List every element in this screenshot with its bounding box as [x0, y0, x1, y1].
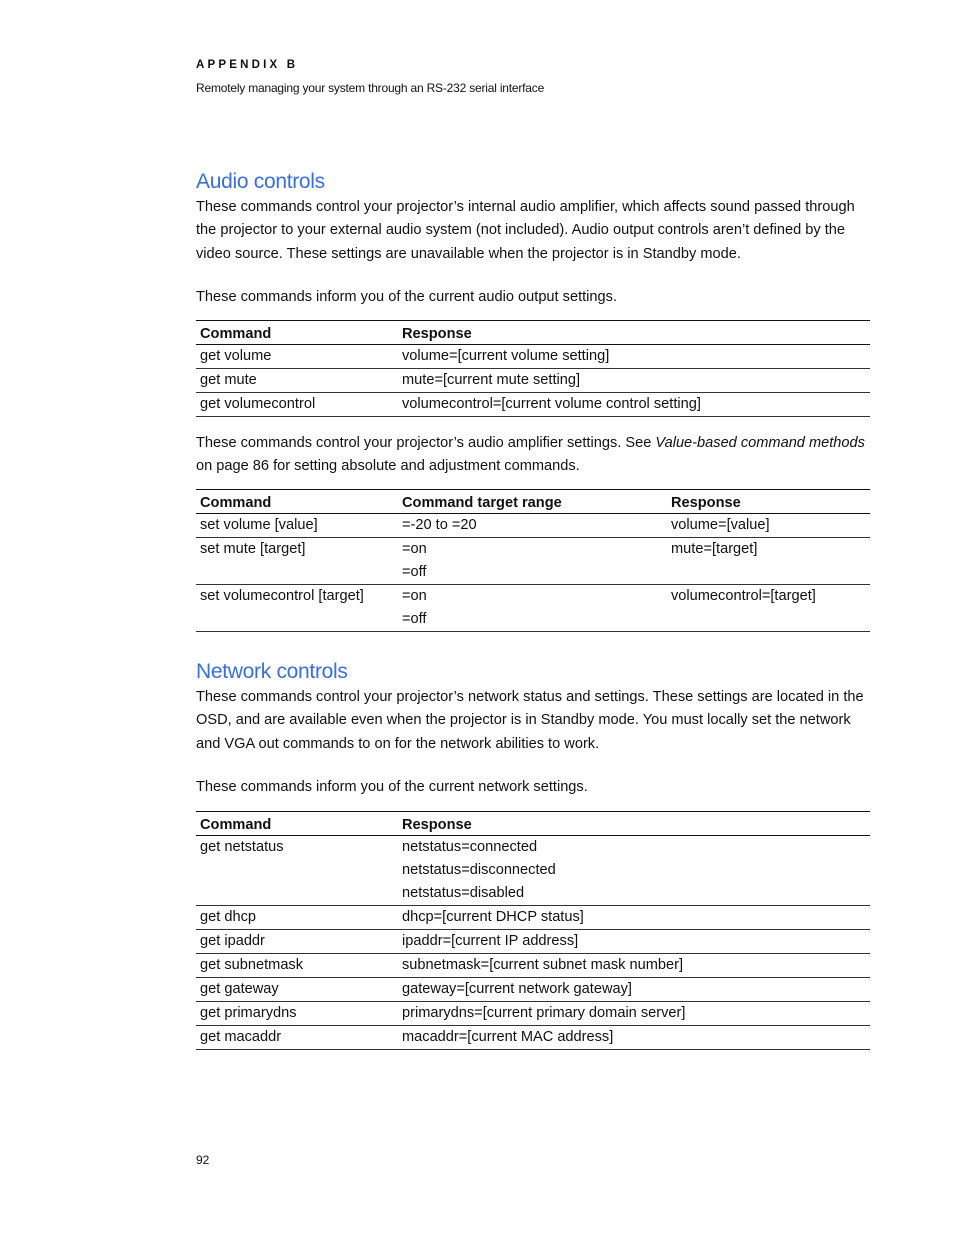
- column-header: Command: [196, 321, 398, 345]
- column-header: Command: [196, 490, 398, 514]
- range-value: =on: [402, 588, 427, 604]
- control-text-pre: These commands control your projector’s audio amplifier settings. See: [196, 435, 656, 451]
- page-number: 92: [196, 1153, 210, 1167]
- table-row: [196, 836, 870, 906]
- table-row: [196, 393, 870, 417]
- network-intro-paragraph: These commands control your projector’s network status and settings. These settings are located in the OSD, and are available even when the projector is in Standby mode. You must locally set the network and VGA out commands to on for the network abilities to work.: [196, 689, 864, 752]
- response-value: netstatus=disabled: [402, 885, 525, 901]
- command-cell: get volume: [196, 345, 398, 369]
- table-row: [196, 514, 870, 538]
- table-row: [196, 1002, 870, 1026]
- audio-set-table: [196, 489, 870, 632]
- table-row: [196, 369, 870, 393]
- range-value: =-20 to =20: [402, 517, 477, 533]
- response-cell: primarydns=[current primary domain server]: [398, 1002, 870, 1026]
- table-row: [196, 906, 870, 930]
- response-cell: macaddr=[current MAC address]: [398, 1026, 870, 1050]
- audio-get-table: [196, 320, 870, 417]
- table-row: [196, 585, 870, 632]
- range-cell: [398, 585, 667, 632]
- command-cell: get macaddr: [196, 1026, 398, 1050]
- command-cell: set volumecontrol [target]: [196, 585, 398, 632]
- response-cell: volumecontrol=[current volume control setting]: [398, 393, 870, 417]
- command-cell: get gateway: [196, 978, 398, 1002]
- command-cell: get dhcp: [196, 906, 398, 930]
- chapter-subtitle: Remotely managing your system through an RS-232 serial interface: [196, 81, 545, 95]
- response-cell: mute=[target]: [667, 538, 870, 585]
- command-cell: get subnetmask: [196, 954, 398, 978]
- response-cell: dhcp=[current DHCP status]: [398, 906, 870, 930]
- command-cell: get ipaddr: [196, 930, 398, 954]
- response-cell: volumecontrol=[target]: [667, 585, 870, 632]
- audio-controls-heading: Audio controls: [196, 170, 325, 193]
- audio-inform-paragraph: These commands inform you of the current audio output settings.: [196, 289, 618, 305]
- column-header: Response: [398, 812, 870, 836]
- table-row: [196, 1026, 870, 1050]
- column-header: Command target range: [398, 490, 667, 514]
- response-cell: gateway=[current network gateway]: [398, 978, 870, 1002]
- range-value: =off: [402, 611, 427, 627]
- response-cell: mute=[current mute setting]: [398, 369, 870, 393]
- table-row: [196, 954, 870, 978]
- response-value: netstatus=disconnected: [402, 862, 556, 878]
- command-cell: get netstatus: [196, 836, 398, 906]
- range-value: =off: [402, 564, 427, 580]
- network-get-table: [196, 811, 870, 1050]
- command-cell: set volume [value]: [196, 514, 398, 538]
- command-cell: get volumecontrol: [196, 393, 398, 417]
- column-header: Command: [196, 812, 398, 836]
- cross-reference-link[interactable]: Value-based command methods: [655, 435, 865, 451]
- range-cell: [398, 514, 667, 538]
- response-cell: [398, 836, 870, 906]
- column-header: Response: [667, 490, 870, 514]
- response-value: netstatus=connected: [402, 839, 538, 855]
- control-text-post: on page 86 for setting absolute and adjustment commands.: [196, 458, 580, 475]
- audio-control-paragraph: [196, 432, 876, 479]
- column-header: Response: [398, 321, 870, 345]
- network-inform-paragraph: These commands inform you of the current network settings.: [196, 779, 588, 795]
- response-cell: ipaddr=[current IP address]: [398, 930, 870, 954]
- table-row: [196, 345, 870, 369]
- response-cell: subnetmask=[current subnet mask number]: [398, 954, 870, 978]
- response-cell: volume=[value]: [667, 514, 870, 538]
- table-row: [196, 538, 870, 585]
- appendix-label: APPENDIX B: [196, 59, 299, 71]
- range-cell: [398, 538, 667, 585]
- response-cell: volume=[current volume setting]: [398, 345, 870, 369]
- command-cell: get primarydns: [196, 1002, 398, 1026]
- audio-intro-paragraph: These commands control your projector’s internal audio amplifier, which affects sound passed through the projector to your external audio system (not included). Audio output controls aren’t defined by the video source. These settings are unavailable when the projector is in Standby mode.: [196, 199, 855, 262]
- table-row: [196, 930, 870, 954]
- command-cell: get mute: [196, 369, 398, 393]
- table-row: [196, 978, 870, 1002]
- range-value: =on: [402, 541, 427, 557]
- command-cell: set mute [target]: [196, 538, 398, 585]
- network-controls-heading: Network controls: [196, 660, 348, 683]
